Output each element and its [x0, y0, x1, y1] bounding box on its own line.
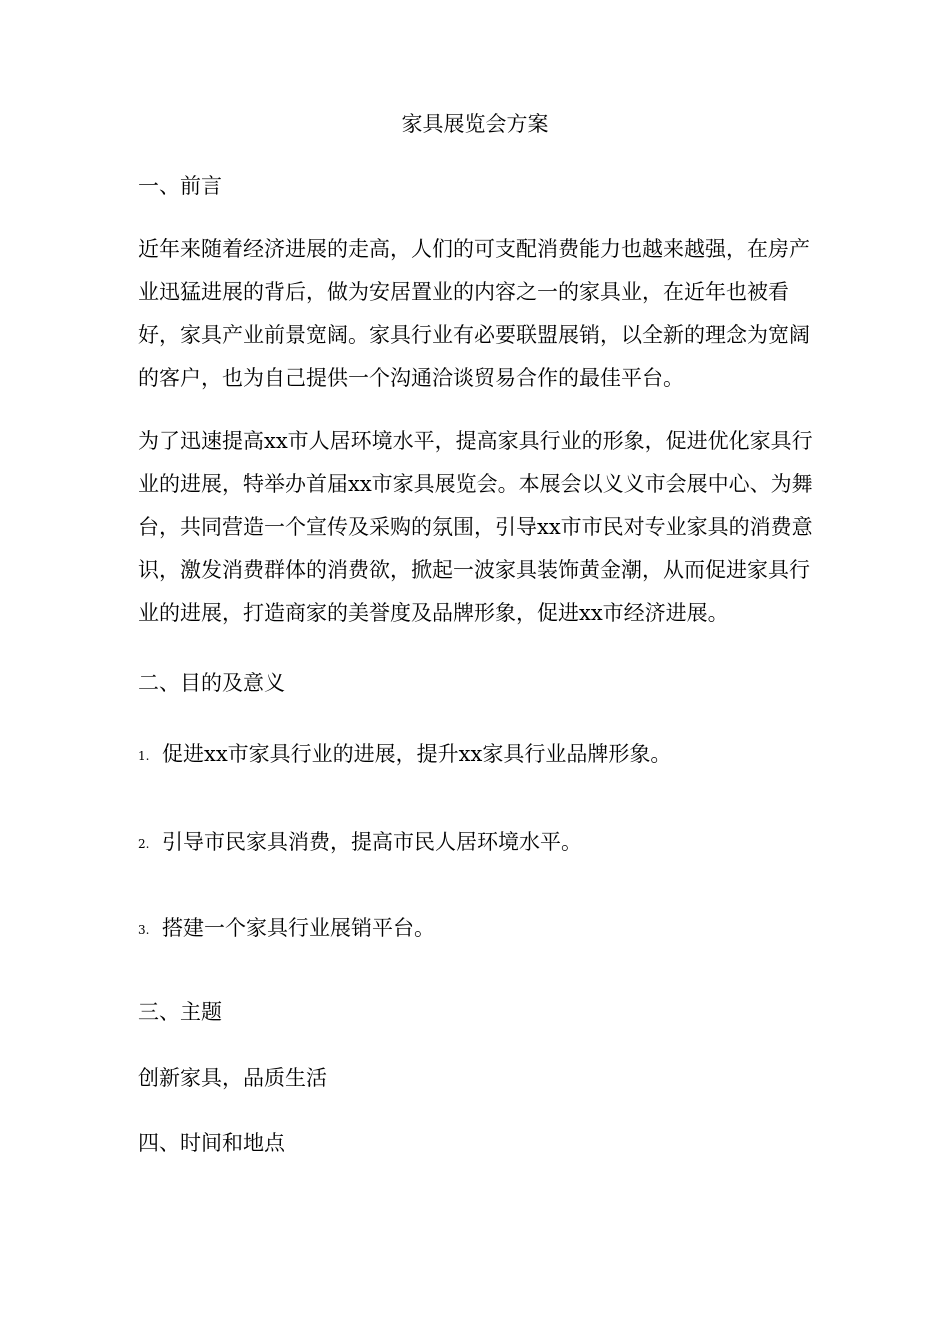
theme-text: 创新家具，品质生活 — [138, 1066, 327, 1090]
list-item-text: 促进xx市家具行业的进展，提升xx家具行业品牌形象。 — [162, 742, 672, 766]
paragraph-line: 好，家具产业前景宽阔。家具行业有必要联盟展销，以全新的理念为宽阔 — [138, 323, 810, 347]
document-title: 家具展览会方案 — [401, 112, 549, 136]
paragraph-line: 的客户，也为自己提供一个沟通洽谈贸易合作的最佳平台。 — [138, 366, 684, 390]
section-heading-purpose: 二、目的及意义 — [138, 671, 285, 695]
paragraph-preface-2 — [138, 420, 828, 635]
list-item — [138, 740, 671, 770]
paragraph-line: 台，共同营造一个宣传及采购的氛围，引导xx市市民对专业家具的消费意 — [138, 515, 813, 539]
list-item-number: 3. — [138, 922, 150, 937]
list-item-text: 引导市民家具消费，提高市民人居环境水平。 — [162, 830, 582, 854]
paragraph-line: 为了迅速提高xx市人居环境水平，提高家具行业的形象，促进优化家具行 — [138, 429, 813, 453]
paragraph-line: 业迅猛进展的背后，做为安居置业的内容之一的家具业，在近年也被看 — [138, 280, 789, 304]
section-heading-theme: 三、主题 — [138, 1000, 222, 1024]
list-item-text: 搭建一个家具行业展销平台。 — [162, 916, 435, 940]
paragraph-line: 近年来随着经济进展的走高，人们的可支配消费能力也越来越强，在房产 — [138, 237, 810, 261]
list-item — [138, 828, 582, 858]
list-item-number: 2. — [138, 836, 150, 851]
section-heading-time-place: 四、时间和地点 — [138, 1131, 285, 1155]
paragraph-preface-1 — [138, 228, 828, 400]
section-heading-preface: 一、前言 — [138, 174, 222, 198]
list-item-number: 1. — [138, 748, 150, 763]
paragraph-line: 业的进展，打造商家的美誉度及品牌形象，促进xx市经济进展。 — [138, 601, 729, 625]
list-item — [138, 914, 435, 944]
paragraph-line: 业的进展，特举办首届xx市家具展览会。本展会以义义市会展中心、为舞 — [138, 472, 813, 496]
paragraph-line: 识，激发消费群体的消费欲，掀起一波家具装饰黄金潮，从而促进家具行 — [138, 558, 810, 582]
